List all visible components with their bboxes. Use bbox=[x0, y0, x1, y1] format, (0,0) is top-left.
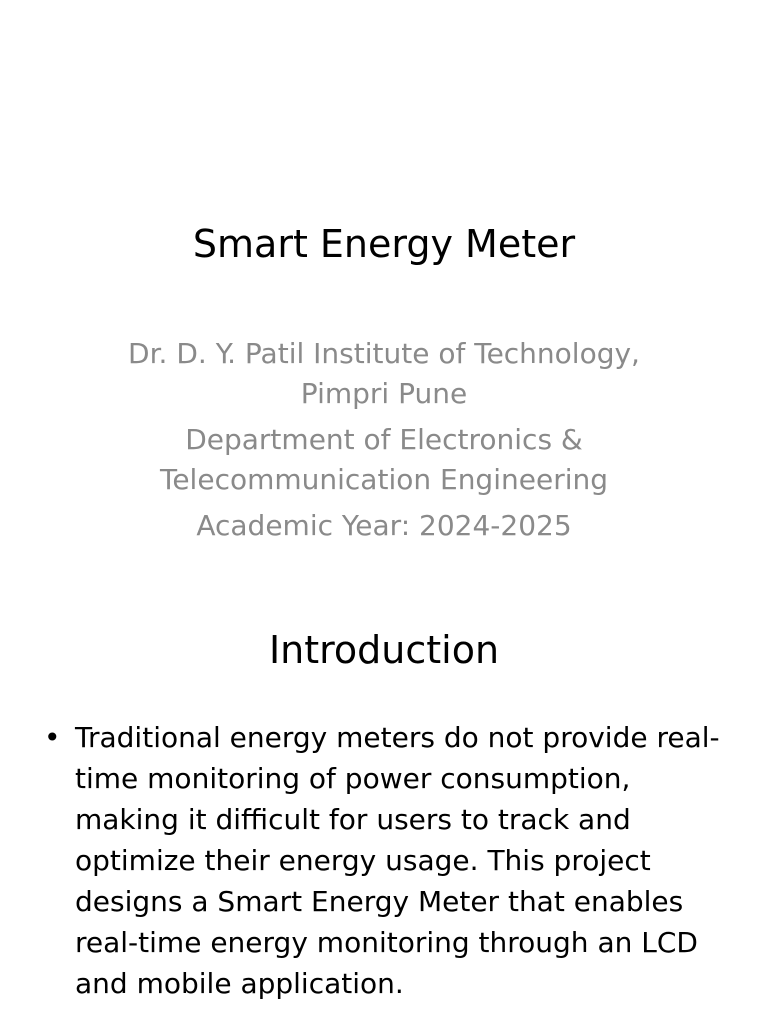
bullet-item bbox=[40, 717, 730, 1004]
bullet-icon: • bbox=[44, 721, 61, 754]
slide-subtitle bbox=[90, 334, 678, 552]
slide-title: Smart Energy Meter bbox=[192, 222, 576, 266]
subtitle-institute: Dr. D. Y. Patil Institute of Technology, Pimpri Pune bbox=[128, 337, 640, 410]
section-title: Introduction bbox=[268, 628, 500, 672]
subtitle-department: Department of Electronics & Telecommunication Engineering bbox=[159, 423, 608, 496]
bullet-list bbox=[40, 717, 730, 1004]
bullet-text: Traditional energy meters do not provide real-time monitoring of power consumption, making it difficult for users to track and optimize their energy usage. This project designs a Smart Energy Meter that enables real-time energy monitoring through an LCD and mobile application. bbox=[75, 721, 720, 1000]
subtitle-academic-year: Academic Year: 2024-2025 bbox=[196, 509, 572, 542]
